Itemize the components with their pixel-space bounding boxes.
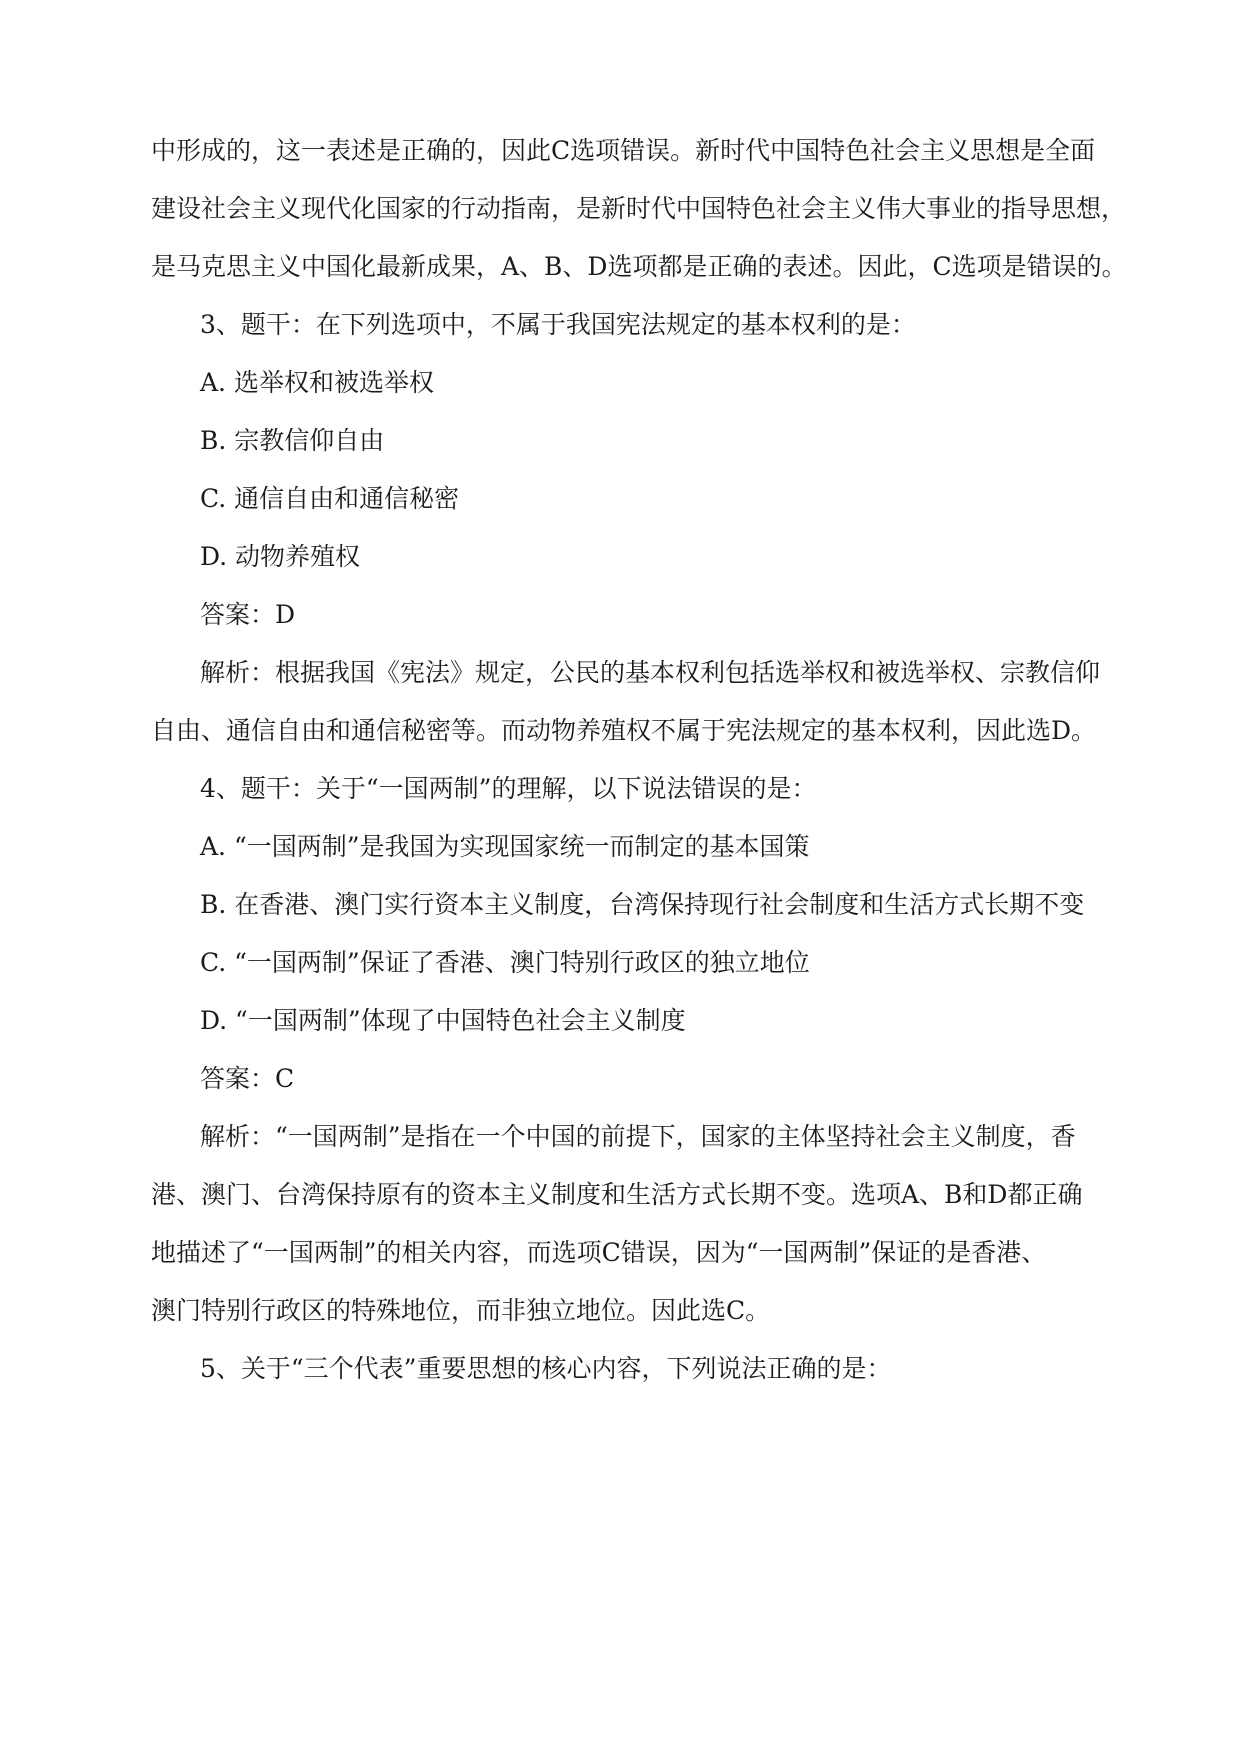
question-4-stem: 4、题干：关于“一国两制”的理解，以下说法错误的是： xyxy=(200,774,817,803)
question-3-answer: 答案：D xyxy=(200,600,296,629)
question-4-explanation-line: 地描述了“一国两制”的相关内容，而选项C错误，因为“一国两制”保证的是香港、 xyxy=(151,1238,1047,1267)
question-4-answer: 答案：C xyxy=(200,1064,295,1093)
question-4-option-d: D. “一国两制”体现了中国特色社会主义制度 xyxy=(200,1006,686,1035)
question-3-explanation-line: 解析：根据我国《宪法》规定，公民的基本权利包括选举权和被选举权、宗教信仰 xyxy=(200,658,1101,687)
question-4-option-c: C. “一国两制”保证了香港、澳门特别行政区的独立地位 xyxy=(200,948,810,977)
question-3-option-a: A. 选举权和被选举权 xyxy=(200,368,434,397)
question-3-option-c: C. 通信自由和通信秘密 xyxy=(200,484,460,513)
question-4-explanation-line: 澳门特别行政区的特殊地位，而非独立地位。因此选C。 xyxy=(151,1296,771,1325)
question-4-explanation-line: 解析：“一国两制”是指在一个中国的前提下，国家的主体坚持社会主义制度，香 xyxy=(200,1122,1076,1151)
question-4-explanation-line: 港、澳门、台湾保持原有的资本主义制度和生活方式长期不变。选项A、B和D都正确 xyxy=(151,1180,1083,1209)
question-5-stem: 5、关于“三个代表”重要思想的核心内容，下列说法正确的是： xyxy=(200,1354,892,1383)
question-4-option-a: A. “一国两制”是我国为实现国家统一而制定的基本国策 xyxy=(200,832,810,861)
question-4-option-b: B. 在香港、澳门实行资本主义制度，台湾保持现行社会制度和生活方式长期不变 xyxy=(200,890,1085,919)
question-3-option-d: D. 动物养殖权 xyxy=(200,542,361,571)
paragraph-line: 是马克思主义中国化最新成果，A、B、D选项都是正确的表述。因此，C选项是错误的。 xyxy=(151,252,1127,281)
paragraph-line: 中形成的，这一表述是正确的，因此C选项错误。新时代中国特色社会主义思想是全面 xyxy=(151,136,1096,165)
question-3-explanation-line: 自由、通信自由和通信秘密等。而动物养殖权不属于宪法规定的基本权利，因此选D。 xyxy=(151,716,1097,745)
question-3-option-b: B. 宗教信仰自由 xyxy=(200,426,385,455)
paragraph-line: 建设社会主义现代化国家的行动指南，是新时代中国特色社会主义伟大事业的指导思想， xyxy=(151,194,1127,223)
question-3-stem: 3、题干：在下列选项中，不属于我国宪法规定的基本权利的是： xyxy=(200,310,916,339)
